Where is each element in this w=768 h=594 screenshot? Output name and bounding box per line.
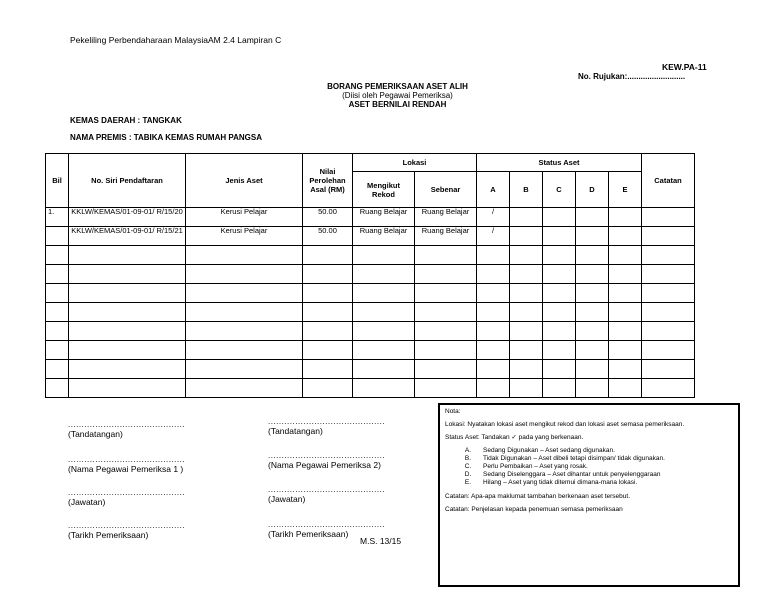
legend-text: Sedang Digunakan – Aset sedang digunakan. xyxy=(483,447,615,454)
signature-left-1 xyxy=(68,420,185,439)
table-row-empty xyxy=(46,303,695,322)
signature-left-3 xyxy=(68,488,185,507)
header-c: C xyxy=(543,172,576,208)
district: KEMAS DAERAH : TANGKAK xyxy=(70,116,182,125)
signature-line: ........................................... xyxy=(268,520,386,529)
legend-text: Perlu Pembaikan – Aset yang rosak. xyxy=(483,463,588,470)
table-row-empty xyxy=(46,322,695,341)
signature-right-1 xyxy=(268,417,385,436)
table-row xyxy=(46,227,695,246)
header-nilai: Nilai Perolehan Asal (RM) xyxy=(303,154,353,208)
signature-line: ........................................... xyxy=(268,417,386,426)
legend-key: D. xyxy=(464,471,472,478)
header-b: B xyxy=(510,172,543,208)
notes-catatan-1: Catatan: Apa-apa maklumat tambahan berkenaan aset tersebut. xyxy=(445,493,631,500)
signature-right-2 xyxy=(268,451,385,470)
header-sebenar: Sebenar xyxy=(415,172,477,208)
cell-jenis: Kerusi Pelajar xyxy=(186,208,303,227)
asset-table xyxy=(45,153,695,398)
header-mengikut: Mengikut Rekod xyxy=(353,172,415,208)
signature-right-3 xyxy=(268,485,385,504)
cell-no-siri: KKLW/KEMAS/01-09-01/ R/15/21 xyxy=(69,227,186,246)
cell-e xyxy=(609,227,642,246)
signature-line: ........................................... xyxy=(268,485,386,494)
cell-mengikut: Ruang Belajar xyxy=(353,227,415,246)
legend-text: Hilang – Aset yang tidak ditemui dimana-mana lokasi. xyxy=(483,479,638,486)
cell-d xyxy=(576,208,609,227)
cell-catatan xyxy=(642,208,695,227)
form-code: KEW.PA-11 xyxy=(662,62,707,72)
title-line2: (Diisi oleh Pegawai Pemeriksa) xyxy=(342,91,453,100)
table-row-empty xyxy=(46,379,695,398)
cell-no-siri: KKLW/KEMAS/01-09-01/ R/15/20 xyxy=(69,208,186,227)
legend-key: B. xyxy=(464,455,472,462)
cell-catatan xyxy=(642,227,695,246)
legend-item xyxy=(453,447,733,455)
signature-label: (Tandatangan) xyxy=(68,429,123,439)
cell-e xyxy=(609,208,642,227)
legend-text: Tidak Digunakan – Aset dibeli tetapi disimpan/ tidak digunakan. xyxy=(483,455,665,462)
cell-jenis: Kerusi Pelajar xyxy=(186,227,303,246)
reference-number: No. Rujukan:.......................... xyxy=(578,72,686,81)
cell-nilai: 50.00 xyxy=(303,227,353,246)
cell-c xyxy=(543,208,576,227)
cell-nilai: 50.00 xyxy=(303,208,353,227)
circular-reference: Pekeliling Perbendaharaan MalaysiaAM 2.4 Lampiran C xyxy=(70,35,282,45)
header-a: A xyxy=(477,172,510,208)
cell-a: / xyxy=(477,208,510,227)
header-bil: Bil xyxy=(46,154,69,208)
signature-label: (Tarikh Pemeriksaan) xyxy=(68,530,149,540)
legend-key: A. xyxy=(464,447,472,454)
table-row-empty xyxy=(46,284,695,303)
signature-label: (Jawatan) xyxy=(268,494,306,504)
cell-b xyxy=(510,208,543,227)
cell-b xyxy=(510,227,543,246)
header-e: E xyxy=(609,172,642,208)
legend-text: Sedang Diselenggara – Aset dihantar untuk penyelenggaraan xyxy=(483,471,661,478)
page-number: M.S. 13/15 xyxy=(360,536,402,546)
title-line1: BORANG PEMERIKSAAN ASET ALIH xyxy=(327,82,468,91)
header-catatan: Catatan xyxy=(642,154,695,208)
table-row-empty xyxy=(46,246,695,265)
header-d: D xyxy=(576,172,609,208)
cell-sebenar: Ruang Belajar xyxy=(415,227,477,246)
status-legend xyxy=(453,447,733,487)
signature-label: (Nama Pegawai Pemeriksa 2) xyxy=(268,460,381,470)
cell-bil: 1. xyxy=(46,208,69,227)
cell-sebenar: Ruang Belajar xyxy=(415,208,477,227)
signature-label: (Tarikh Pemeriksaan) xyxy=(268,529,349,539)
cell-c xyxy=(543,227,576,246)
signature-label: (Tandatangan) xyxy=(268,426,323,436)
signature-left-4 xyxy=(68,521,185,540)
table-row xyxy=(46,208,695,227)
header-no-siri: No. Siri Pendaftaran xyxy=(69,154,186,208)
signature-line: ........................................... xyxy=(268,451,386,460)
legend-key: E. xyxy=(464,479,472,486)
notes-lokasi: Lokasi: Nyatakan lokasi aset mengikut rekod dan lokasi aset semasa pemeriksaan. xyxy=(445,421,685,428)
legend-item xyxy=(453,471,733,479)
title-line3: ASET BERNILAI RENDAH xyxy=(348,100,447,109)
premises: NAMA PREMIS : TABIKA KEMAS RUMAH PANGSA xyxy=(70,133,262,142)
signature-left-2 xyxy=(68,455,185,474)
table-row-empty xyxy=(46,341,695,360)
cell-bil xyxy=(46,227,69,246)
header-jenis: Jenis Aset xyxy=(186,154,303,208)
cell-mengikut: Ruang Belajar xyxy=(353,208,415,227)
signature-label: (Nama Pegawai Pemeriksa 1 ) xyxy=(68,464,184,474)
notes-box xyxy=(438,403,740,587)
cell-d xyxy=(576,227,609,246)
notes-status: Status Aset: Tandakan ✓ pada yang berkenaan. xyxy=(445,434,584,441)
cell-a: / xyxy=(477,227,510,246)
legend-item xyxy=(453,479,733,487)
legend-key: C. xyxy=(464,463,472,470)
table-row-empty xyxy=(46,360,695,379)
signature-line: ........................................... xyxy=(68,420,186,429)
legend-item xyxy=(453,463,733,471)
header-lokasi: Lokasi xyxy=(353,154,477,172)
notes-title: Nota: xyxy=(445,408,461,415)
form-title xyxy=(290,82,505,109)
signature-line: ........................................... xyxy=(68,455,186,464)
notes-catatan-2: Catatan: Penjelasan kepada penemuan semasa pemeriksaan xyxy=(445,506,623,513)
signature-line: ........................................... xyxy=(68,521,186,530)
signature-line: ........................................... xyxy=(68,488,186,497)
legend-item xyxy=(453,455,733,463)
header-status: Status Aset xyxy=(477,154,642,172)
table-row-empty xyxy=(46,265,695,284)
signature-label: (Jawatan) xyxy=(68,497,106,507)
